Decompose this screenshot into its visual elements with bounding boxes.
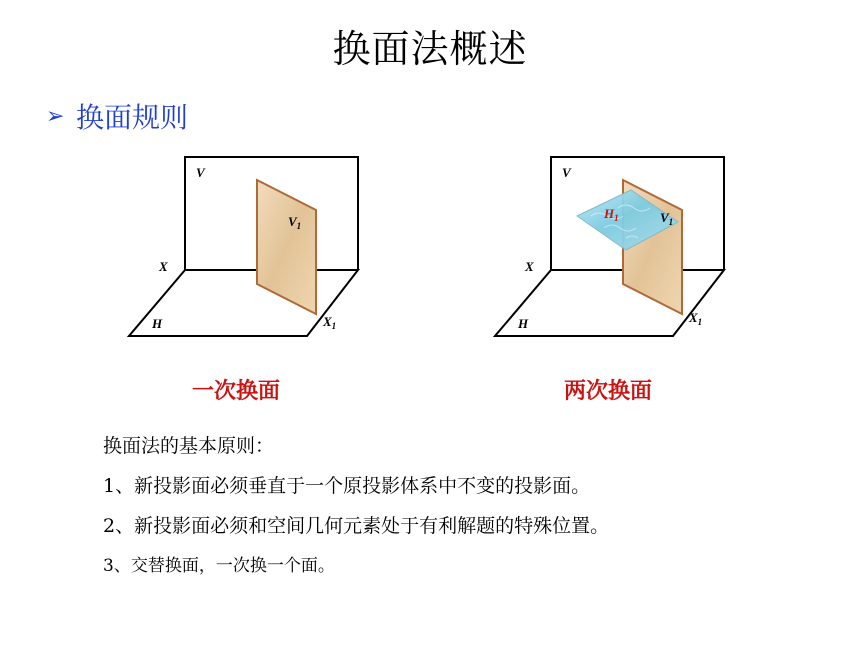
label-x1: $X_1$ <box>323 314 337 331</box>
page-title: 换面法概述 <box>332 27 528 71</box>
section-heading <box>46 96 188 136</box>
principle-item-3: 3、交替换面，一次换一个面。 <box>103 556 335 576</box>
principle-item-2: 2、新投影面必须和空间几何元素处于有利解题的特殊位置。 <box>103 515 610 537</box>
label-x1: $X_1$ <box>689 310 703 327</box>
v1-plane <box>257 180 316 314</box>
label-v: V <box>196 165 205 180</box>
label-v1: $V_1$ <box>660 210 674 227</box>
h-plane <box>495 270 724 336</box>
label-x: X <box>159 259 168 274</box>
label-x: X <box>525 259 534 274</box>
section-label: 换面规则 <box>76 101 189 134</box>
caption-double-change: 两次换面 <box>563 379 652 404</box>
principles-list <box>103 426 609 586</box>
principles-heading: 换面法的基本原则： <box>103 435 275 457</box>
label-v: V <box>562 165 571 180</box>
label-h1: $H_1$ <box>604 206 619 223</box>
caption-single-change: 一次换面 <box>191 379 280 404</box>
figure-single-change <box>120 150 380 350</box>
principle-item-1: 1、新投影面必须垂直于一个原投影体系中不变的投影面。 <box>103 475 591 497</box>
label-h: H <box>152 316 163 331</box>
label-v1: $V_1$ <box>288 214 302 231</box>
label-h: H <box>518 316 529 331</box>
figure-double-change <box>486 150 746 350</box>
arrow-bullet-icon: ➢ <box>46 103 65 129</box>
